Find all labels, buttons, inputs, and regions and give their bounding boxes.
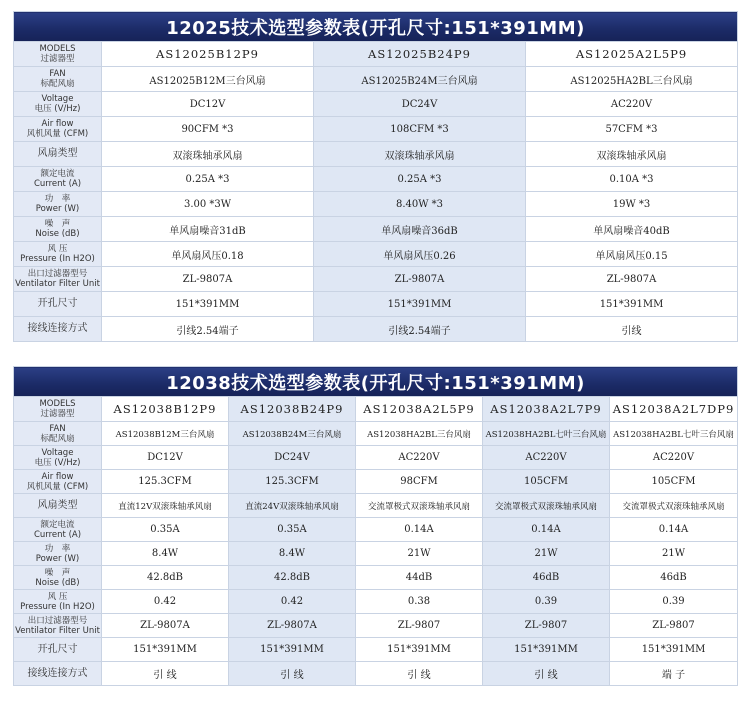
cell-value: 151*391MM — [314, 292, 526, 317]
cell-value: 105CFM — [610, 470, 738, 494]
cell-value: 57CFM *3 — [526, 117, 738, 142]
cell-value: 引 线 — [102, 662, 229, 686]
model-name: AS12038A2L5P9 — [356, 397, 483, 422]
cell-value: 引 线 — [356, 662, 483, 686]
table-row — [14, 142, 738, 167]
cell-value: 引线 — [526, 317, 738, 342]
cell-value: 151*391MM — [356, 638, 483, 662]
row-label: FAN 标配风扇 — [14, 67, 102, 92]
table-row — [14, 67, 738, 92]
cell-value: 0.10A *3 — [526, 167, 738, 192]
cell-value: AC220V — [483, 446, 610, 470]
models-label: MODELS 过滤器型 — [14, 397, 102, 422]
cell-value: 双滚珠轴承风扇 — [314, 142, 526, 167]
table-row — [14, 267, 738, 292]
cell-value: ZL-9807A — [102, 267, 314, 292]
cell-value: DC24V — [314, 92, 526, 117]
table-row — [14, 92, 738, 117]
row-label: 功 率 Power (W) — [14, 192, 102, 217]
cell-value: AS12038B12M三台风扇 — [102, 422, 229, 446]
cell-value: 交流罩极式双滚珠轴承风扇 — [483, 494, 610, 518]
cell-value: AS12038B24M三台风扇 — [229, 422, 356, 446]
row-label: 接线连接方式 — [14, 317, 102, 342]
row-label: 出口过滤器型号 Ventilator Filter Unit — [15, 615, 100, 636]
cell-value: 21W — [610, 542, 738, 566]
cell-value: 单风扇噪音40dB — [526, 217, 738, 242]
row-label: 出口过滤器型号 Ventilator Filter Unit — [14, 267, 102, 292]
row-label: 风扇类型 — [14, 142, 102, 167]
table-row — [14, 292, 738, 317]
row-label: Air flow 风机风量 (CFM) — [14, 470, 102, 494]
cell-value: 双滚珠轴承风扇 — [102, 142, 314, 167]
cell-value: 引 线 — [229, 662, 356, 686]
row-label: 噪 声 Noise (dB) — [14, 217, 102, 242]
cell-value: AS12038HA2BL七叶三台风扇 — [610, 422, 738, 446]
cell-value: 0.14A — [356, 518, 483, 542]
cell-value: 8.40W *3 — [314, 192, 526, 217]
cell-value: 双滚珠轴承风扇 — [526, 142, 738, 167]
table-row — [14, 446, 738, 470]
cell-value: 0.14A — [483, 518, 610, 542]
cell-value: ZL-9807 — [356, 614, 483, 638]
cell-value: 直流12V双滚珠轴承风扇 — [102, 494, 229, 518]
cell-value: 46dB — [483, 566, 610, 590]
table-row — [14, 242, 738, 267]
cell-value: 44dB — [356, 566, 483, 590]
cell-value: AS12025B24M三台风扇 — [314, 67, 526, 92]
cell-value: 151*391MM — [102, 638, 229, 662]
table-row — [14, 542, 738, 566]
cell-value: 42.8dB — [229, 566, 356, 590]
row-label: Voltage 电压 (V/Hz) — [14, 446, 102, 470]
cell-value: 0.38 — [356, 590, 483, 614]
cell-value: ZL-9807A — [526, 267, 738, 292]
model-name: AS12025A2L5P9 — [526, 42, 738, 67]
cell-value: 0.14A — [610, 518, 738, 542]
cell-value: DC12V — [102, 92, 314, 117]
table-row — [14, 470, 738, 494]
row-label: 开孔尺寸 — [14, 638, 102, 662]
row-label: 开孔尺寸 — [14, 292, 102, 317]
model-name: AS12038B12P9 — [102, 397, 229, 422]
cell-value: AC220V — [356, 446, 483, 470]
cell-value: 46dB — [610, 566, 738, 590]
cell-value: 单风扇噪音31dB — [102, 217, 314, 242]
cell-value: ZL-9807A — [102, 614, 229, 638]
table-row — [14, 192, 738, 217]
model-name: AS12038A2L7P9 — [483, 397, 610, 422]
table-row — [14, 117, 738, 142]
table-row — [14, 638, 738, 662]
cell-value: 0.39 — [610, 590, 738, 614]
models-label: MODELS 过滤器型 — [14, 42, 102, 67]
table-row — [14, 590, 738, 614]
model-name: AS12038B24P9 — [229, 397, 356, 422]
cell-value: 151*391MM — [526, 292, 738, 317]
cell-value: 3.00 *3W — [102, 192, 314, 217]
cell-value: 单风扇风压0.26 — [314, 242, 526, 267]
cell-value: ZL-9807 — [610, 614, 738, 638]
cell-value: 0.42 — [102, 590, 229, 614]
table-row — [14, 494, 738, 518]
cell-value: 单风扇风压0.18 — [102, 242, 314, 267]
cell-value: ZL-9807A — [229, 614, 356, 638]
cell-value: 105CFM — [483, 470, 610, 494]
table-row — [14, 217, 738, 242]
cell-value: AS12025B12M三台风扇 — [102, 67, 314, 92]
cell-value: 98CFM — [356, 470, 483, 494]
cell-value: AS12038HA2BL三台风扇 — [356, 422, 483, 446]
cell-value: DC24V — [229, 446, 356, 470]
row-label: Air flow 风机风量 (CFM) — [14, 117, 102, 142]
table-row — [14, 566, 738, 590]
row-label: FAN 标配风扇 — [14, 422, 102, 446]
cell-value: 0.25A *3 — [314, 167, 526, 192]
cell-value: 交流罩极式双滚珠轴承风扇 — [356, 494, 483, 518]
row-label: 风扇类型 — [14, 494, 102, 518]
models-row — [14, 397, 738, 422]
row-label: 额定电流 Current (A) — [14, 518, 102, 542]
cell-value: 90CFM *3 — [102, 117, 314, 142]
cell-value: 0.42 — [229, 590, 356, 614]
cell-value: 0.35A — [229, 518, 356, 542]
cell-value: 直流24V双滚珠轴承风扇 — [229, 494, 356, 518]
cell-value: AS12038HA2BL七叶三台风扇 — [483, 422, 610, 446]
row-label: 噪 声 Noise (dB) — [14, 566, 102, 590]
cell-value: 42.8dB — [102, 566, 229, 590]
cell-value: 125.3CFM — [229, 470, 356, 494]
model-name: AS12025B12P9 — [102, 42, 314, 67]
table-row — [14, 167, 738, 192]
model-name: AS12025B24P9 — [314, 42, 526, 67]
row-label: 风 压 Pressure (In H2O) — [14, 590, 102, 614]
models-row — [14, 42, 738, 67]
table-row — [14, 662, 738, 686]
cell-value: AC220V — [526, 92, 738, 117]
cell-value: 引线2.54端子 — [102, 317, 314, 342]
row-label: 接线连接方式 — [14, 662, 102, 686]
row-label: 功 率 Power (W) — [14, 542, 102, 566]
table-row — [14, 317, 738, 342]
cell-value: 单风扇风压0.15 — [526, 242, 738, 267]
row-label: Voltage 电压 (V/Hz) — [14, 92, 102, 117]
cell-value: 8.4W — [102, 542, 229, 566]
spec-table-12038 — [13, 366, 738, 686]
cell-value: 125.3CFM — [102, 470, 229, 494]
cell-value: 单风扇噪音36dB — [314, 217, 526, 242]
cell-value: 151*391MM — [229, 638, 356, 662]
cell-value: 引 线 — [483, 662, 610, 686]
cell-value: AC220V — [610, 446, 738, 470]
cell-value: 交流罩极式双滚珠轴承风扇 — [610, 494, 738, 518]
cell-value: 21W — [483, 542, 610, 566]
cell-value: ZL-9807A — [314, 267, 526, 292]
cell-value: 151*391MM — [102, 292, 314, 317]
cell-value: 0.39 — [483, 590, 610, 614]
cell-value: 0.25A *3 — [102, 167, 314, 192]
cell-value: 端 子 — [610, 662, 738, 686]
cell-value: 151*391MM — [483, 638, 610, 662]
table-row — [14, 422, 738, 446]
row-label: 额定电流 Current (A) — [14, 167, 102, 192]
cell-value: 151*391MM — [610, 638, 738, 662]
cell-value: AS12025HA2BL三台风扇 — [526, 67, 738, 92]
table-title: 12025技术选型参数表(开孔尺寸:151*391MM) — [14, 12, 738, 42]
table-title: 12038技术选型参数表(开孔尺寸:151*391MM) — [14, 367, 738, 397]
table-row — [14, 614, 738, 638]
cell-value: 21W — [356, 542, 483, 566]
cell-value: 引线2.54端子 — [314, 317, 526, 342]
cell-value: 0.35A — [102, 518, 229, 542]
model-name: AS12038A2L7DP9 — [610, 397, 738, 422]
row-label: 风 压 Pressure (In H2O) — [14, 242, 102, 267]
cell-value: DC12V — [102, 446, 229, 470]
table-row — [14, 518, 738, 542]
spec-table-12025 — [13, 11, 738, 342]
cell-value: ZL-9807 — [483, 614, 610, 638]
cell-value: 8.4W — [229, 542, 356, 566]
cell-value: 108CFM *3 — [314, 117, 526, 142]
cell-value: 19W *3 — [526, 192, 738, 217]
